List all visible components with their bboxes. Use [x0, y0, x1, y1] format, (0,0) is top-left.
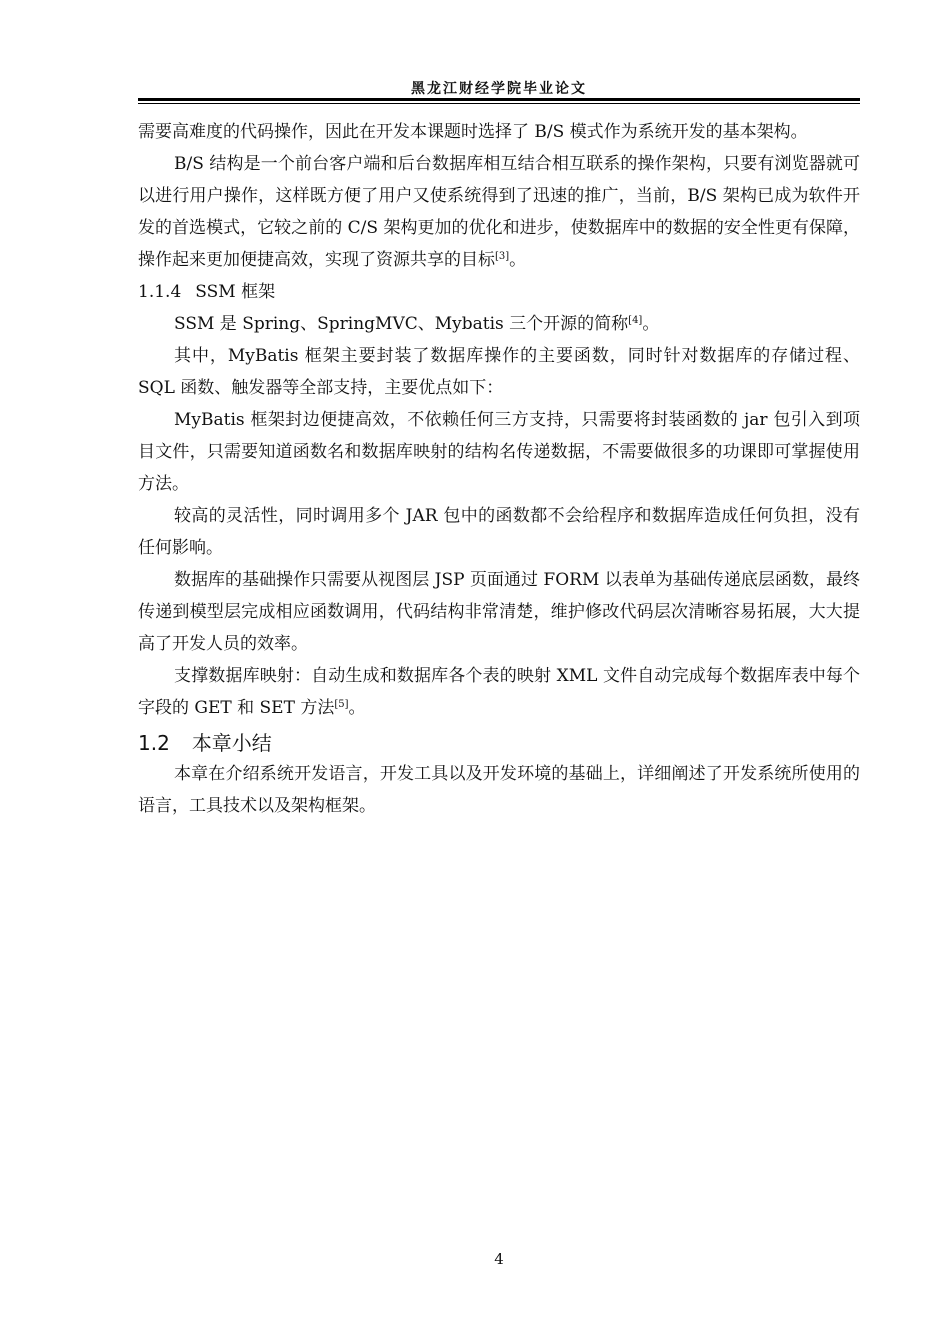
citation-ref: [5]: [334, 699, 349, 710]
citation-ref: [4]: [628, 315, 643, 326]
section-heading-1-2: 1.2 本章小结: [138, 731, 272, 755]
paragraph-mybatis-advantage-4: 支撑数据库映射：自动生成和数据库各个表的映射 XML 文件自动完成每个数据库表中每个字段的 GET 和 SET 方法[5]。: [138, 666, 860, 718]
paragraph-mybatis-advantage-1: MyBatis 框架封边便捷高效，不依赖任何三方支持，只需要将封装函数的 jar 包引入到项目文件，只需要知道函数名和数据库映射的结构名传递数据，不需要做很多的功课即可掌握使用方法。: [138, 410, 860, 494]
header-rule-thick: [138, 98, 860, 101]
paragraph-mybatis-advantage-2: 较高的灵活性，同时调用多个 JAR 包中的函数都不会给程序和数据库造成任何负担，没有任何影响。: [138, 506, 860, 558]
running-header: 黑龙江财经学院毕业论文: [411, 81, 587, 97]
page-number: 4: [494, 1250, 504, 1268]
header-rule-thin: [138, 103, 860, 104]
section-heading-1-1-4: 1.1.4 SSM 框架: [138, 282, 276, 302]
paragraph-continued: 需要高难度的代码操作，因此在开发本课题时选择了 B/S 模式作为系统开发的基本架构。: [138, 122, 808, 142]
citation-ref: [3]: [495, 251, 510, 262]
paragraph-chapter-summary: 本章在介绍系统开发语言，开发工具以及开发环境的基础上，详细阐述了开发系统所使用的语言，工具技术以及架构框架。: [138, 764, 860, 816]
paragraph-ssm-intro: SSM 是 Spring、SpringMVC、Mybatis 三个开源的简称[4]。: [174, 314, 660, 334]
paragraph-bs-architecture: B/S 结构是一个前台客户端和后台数据库相互结合相互联系的操作架构，只要有浏览器就可以进行用户操作，这样既方便了用户又使系统得到了迅速的推广，当前，B/S 架构已成为软件开发的首选模式，它较之前的 C/S 架构更加的优化和进步，使数据库中的数据的安全性更有保障，操作起来更加便捷高效，实现了资源共享的目标[3]。: [138, 154, 860, 270]
paragraph-mybatis-advantage-3: 数据库的基础操作只需要从视图层 JSP 页面通过 FORM 以表单为基础传递底层函数，最终传递到模型层完成相应函数调用，代码结构非常清楚，维护修改代码层次清晰容易拓展，大大提高了开发人员的效率。: [138, 570, 860, 654]
paragraph-mybatis-overview: 其中，MyBatis 框架主要封装了数据库操作的主要函数，同时针对数据库的存储过程、SQL 函数、触发器等全部支持，主要优点如下：: [138, 346, 860, 398]
body-content: [138, 116, 860, 822]
